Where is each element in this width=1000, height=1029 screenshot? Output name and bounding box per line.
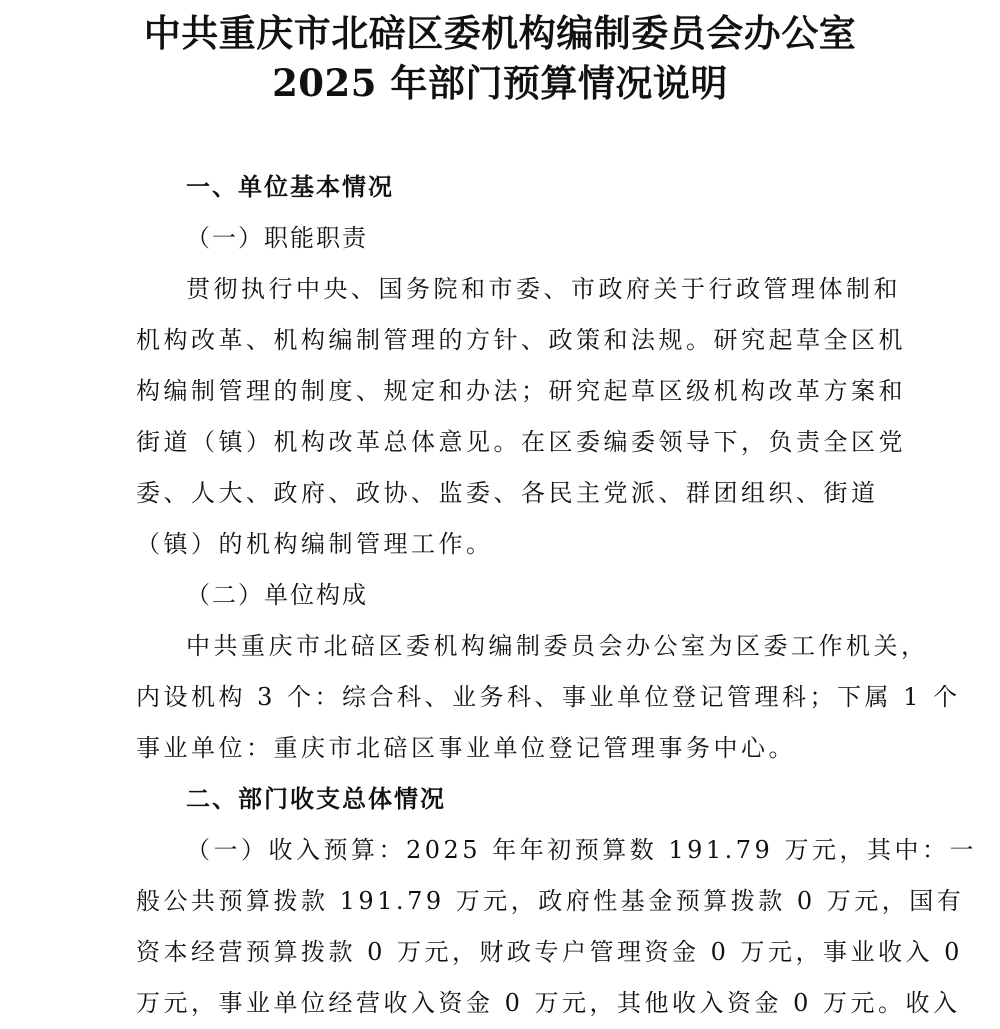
paragraph-line: 贯彻执行中央、国务院和市委、市政府关于行政管理体制和 — [186, 275, 901, 303]
section-heading-budget-overview: 二、部门收支总体情况 — [186, 785, 446, 813]
paragraph-line: 委、人大、政府、政协、监委、各民主党派、群团组织、街道 — [136, 479, 879, 507]
subsection-heading-functions: （一）职能职责 — [186, 224, 368, 252]
paragraph-line: 内设机构 3 个：综合科、业务科、事业单位登记管理科；下属 1 个 — [136, 683, 961, 711]
paragraph-income-budget — [136, 825, 977, 1029]
document-title-line-2: 2025 年部门预算情况说明 — [272, 61, 728, 105]
document-title-line-1: 中共重庆市北碚区委机构编制委员会办公室 — [143, 11, 857, 55]
paragraph-line: 机构改革、机构编制管理的方针、政策和法规。研究起草全区机 — [136, 326, 906, 354]
paragraph-line: 万元，事业单位经营收入资金 0 万元，其他收入资金 0 万元。收入 — [136, 989, 961, 1017]
paragraph-line: 中共重庆市北碚区委机构编制委员会办公室为区委工作机关， — [186, 632, 929, 660]
paragraph-composition — [136, 621, 961, 774]
paragraph-line: 街道（镇）机构改革总体意见。在区委编委领导下，负责全区党 — [136, 428, 906, 456]
paragraph-line: （镇）的机构编制管理工作。 — [136, 530, 494, 558]
document-body — [136, 162, 977, 1029]
paragraph-line: 资本经营预算拨款 0 万元，财政专户管理资金 0 万元，事业收入 0 — [136, 938, 963, 966]
paragraph-line: （一）收入预算：2025 年年初预算数 191.79 万元，其中：一 — [186, 836, 977, 864]
paragraph-line: 般公共预算拨款 191.79 万元，政府性基金预算拨款 0 万元，国有 — [136, 887, 965, 915]
paragraph-line: 构编制管理的制度、规定和办法；研究起草区级机构改革方案和 — [136, 377, 906, 405]
paragraph-line: 事业单位：重庆市北碚区事业单位登记管理事务中心。 — [136, 734, 796, 762]
paragraph-functions — [136, 264, 906, 570]
section-heading-basic-info: 一、单位基本情况 — [186, 173, 394, 201]
subsection-heading-composition: （二）单位构成 — [186, 581, 368, 609]
